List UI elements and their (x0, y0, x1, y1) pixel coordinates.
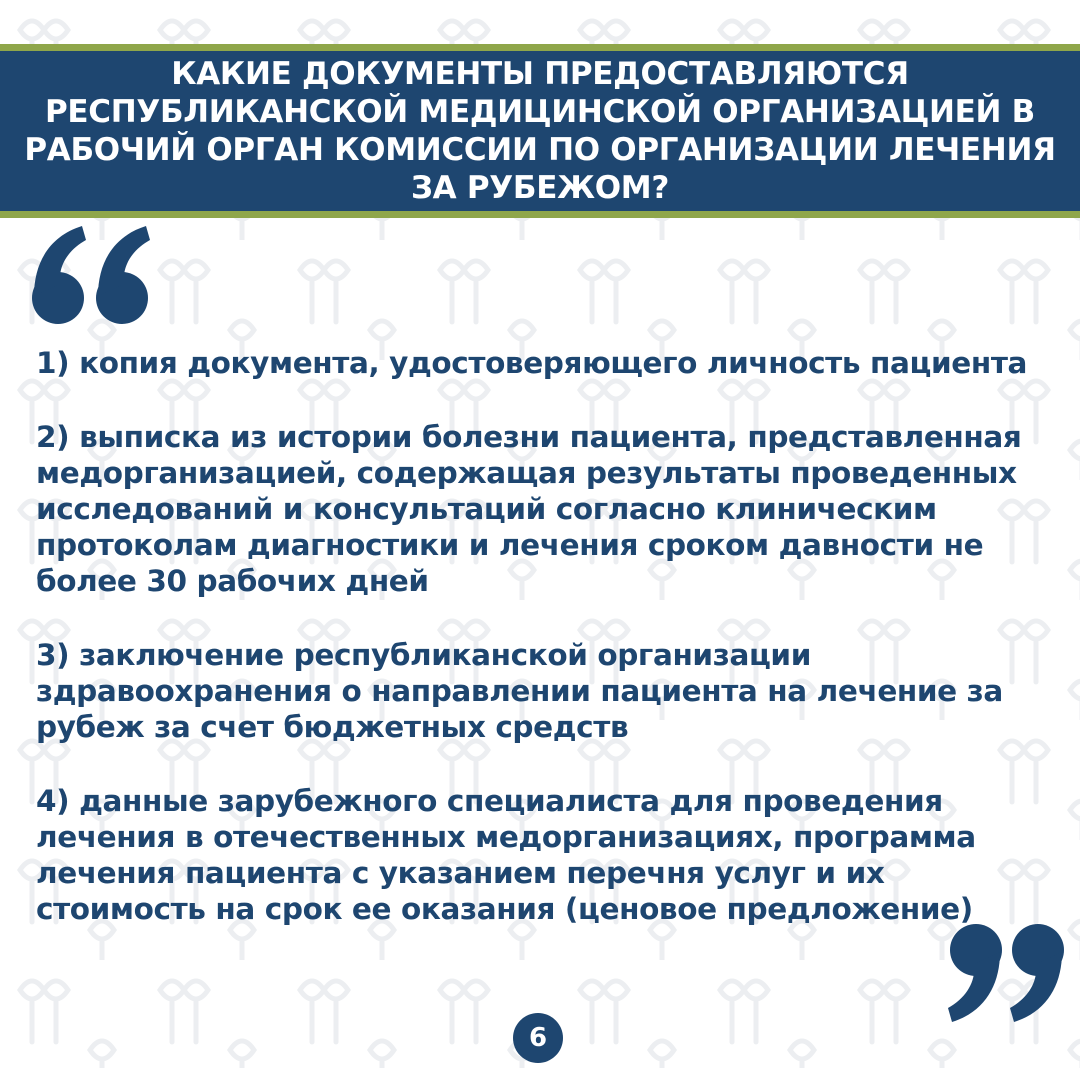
list-item-identity-document: 1) копия документа, удостоверяющего личность пациента (36, 346, 1028, 380)
opening-quote-mark-icon (28, 226, 154, 328)
page-number-badge (513, 1013, 563, 1063)
closing-quote-mark-icon (946, 922, 1068, 1022)
title-banner (0, 44, 1080, 218)
page-title: КАКИЕ ДОКУМЕНТЫ ПРЕДОСТАВЛЯЮТСЯ РЕСПУБЛИКАНСКОЙ МЕДИЦИНСКОЙ ОРГАНИЗАЦИЕЙ В РАБОЧИЙ ОРГАН КОМИССИИ ПО ОРГАНИЗАЦИИ ЛЕЧЕНИЯ ЗА РУБЕЖОМ? (24, 56, 1056, 206)
list-item-health-organization-conclusion: 3) заключение республиканской организации здравоохранения о направлении пациента на лечение за рубеж за счет бюджетных средств (36, 638, 1003, 744)
list-item-medical-history: 2) выписка из истории болезни пациента, представленная медорганизацией, содержащая результаты проведенных исследований и консультаций согласно клиническим протоколам диагностики и лечения сроком давности не более 30 рабочих дней (36, 420, 1022, 598)
page-number: 6 (528, 1023, 548, 1053)
list-item-foreign-specialist-data: 4) данные зарубежного специалиста для проведения лечения в отечественных медорганизациях, программа лечения пациента с указанием перечня услуг и их стоимость на срок ее оказания (ценовое предложение) (36, 784, 976, 926)
document-list (36, 345, 1046, 965)
